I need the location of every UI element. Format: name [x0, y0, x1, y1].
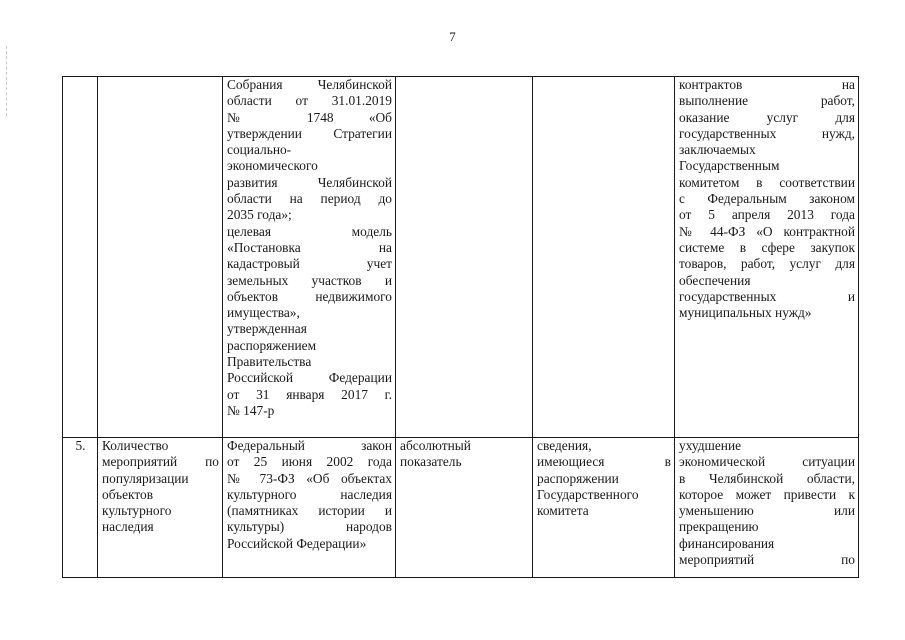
text-line: показатель [400, 454, 462, 470]
text-line: уменьшению или [679, 503, 855, 519]
text-line: Российской Федерации [227, 370, 392, 386]
text-line: Федеральный закон [227, 438, 392, 453]
text-line: Количество [102, 438, 169, 453]
text-line: с Федеральным законом [679, 191, 855, 207]
data-source-cell [533, 77, 675, 438]
text-line: обеспечения [679, 272, 751, 288]
text-line: имеющиеся в [537, 454, 671, 470]
indicator-name-cell [98, 438, 223, 578]
text-line: № 44-ФЗ «О контрактной [679, 223, 855, 239]
row-number-cell [63, 77, 98, 438]
risk-factors-cell [675, 438, 859, 578]
text-line: № 147-р [227, 402, 275, 418]
scan-margin-mark [6, 46, 8, 116]
text-line: Собрания Челябинской [227, 77, 392, 92]
text-line: абсолютный [400, 438, 471, 453]
text-line: экономической ситуации [679, 454, 855, 470]
text-line: социально- [227, 142, 292, 158]
text-line: которое может привести к [679, 486, 855, 502]
text-line: прекращению [679, 519, 759, 535]
text-line: товаров, работ, услуг для [679, 256, 855, 272]
text-line: объектов недвижимого [227, 288, 392, 304]
text-line: государственных нужд, [679, 125, 855, 141]
row-number-cell: 5. [63, 438, 98, 578]
text-line: распоряжением [227, 337, 317, 353]
text-line: имущества», [227, 305, 300, 321]
text-line: от 25 июня 2002 года [227, 454, 392, 470]
text-line: Российской Федерации» [227, 535, 367, 551]
text-line: кадастровый учет [227, 256, 392, 272]
text-line: системе в сфере закупок [679, 239, 855, 255]
text-line: развития Челябинской [227, 174, 392, 190]
indicator-table [62, 76, 859, 578]
page-number: 7 [449, 29, 456, 44]
text-line: мероприятий по [679, 552, 855, 568]
table-row [63, 438, 859, 578]
text-line: области от 31.01.2019 [227, 93, 392, 109]
text-line: контрактов на [679, 77, 855, 92]
text-line: финансирования [679, 535, 775, 551]
text-line: популяризации [102, 470, 189, 486]
text-line: земельных участков и [227, 272, 392, 288]
text-line: культуры) народов [227, 519, 392, 535]
table-row [63, 77, 859, 438]
text-line: утвержденная [227, 321, 307, 337]
text-line: мероприятий по [102, 454, 219, 470]
unit-cell [396, 77, 533, 438]
text-line: области на период до [227, 191, 392, 207]
text-line: Правительства [227, 354, 312, 370]
legal-basis-cell [223, 438, 396, 578]
text-line: ухудшение [679, 438, 742, 453]
text-line: муниципальных нужд» [679, 305, 812, 321]
text-line: Государственного [537, 486, 639, 502]
text-line: оказание услуг для [679, 109, 855, 125]
data-source-cell [533, 438, 675, 578]
text-line: наследия [102, 519, 154, 535]
text-line: культурного [102, 503, 172, 519]
text-line: утверждении Стратегии [227, 125, 392, 141]
text-line: культурного наследия [227, 486, 392, 502]
text-line: государственных и [679, 288, 855, 304]
unit-cell [396, 438, 533, 578]
text-line: от 31 января 2017 г. [227, 386, 392, 402]
text-line: комитетом в соответствии [679, 174, 855, 190]
text-line: распоряжении [537, 470, 619, 486]
text-line: «Постановка на [227, 239, 392, 255]
text-line: объектов [102, 486, 154, 502]
text-line: комитета [537, 503, 589, 519]
text-line: 2035 года»; [227, 207, 292, 223]
text-line: экономического [227, 158, 318, 174]
text-line: выполнение работ, [679, 93, 855, 109]
indicator-name-cell [98, 77, 223, 438]
text-line: сведения, [537, 438, 592, 453]
text-line: Государственным [679, 158, 780, 174]
legal-basis-cell [223, 77, 396, 438]
risk-factors-cell [675, 77, 859, 438]
text-line: № 73-ФЗ «Об объектах [227, 470, 392, 486]
text-line: целевая модель [227, 223, 392, 239]
text-line: № 1748 «Об [227, 109, 392, 125]
text-line: в Челябинской области, [679, 470, 855, 486]
text-line: заключаемых [679, 142, 756, 158]
text-line: от 5 апреля 2013 года [679, 207, 855, 223]
text-line: (памятниках истории и [227, 503, 392, 519]
